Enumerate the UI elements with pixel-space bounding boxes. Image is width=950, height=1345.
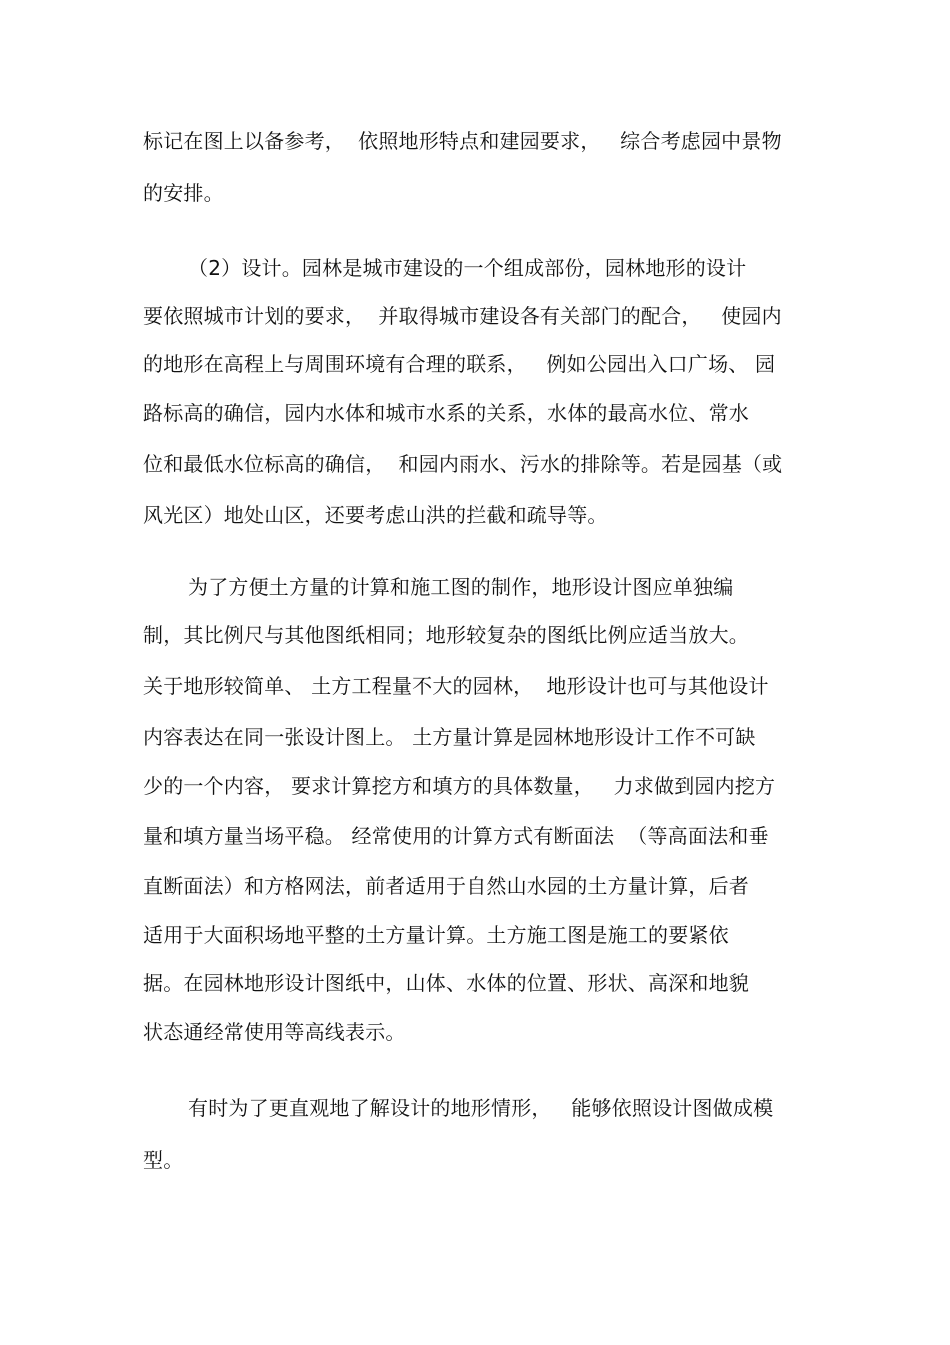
text-line: 直断面法）和方格网法，前者适用于自然山水园的土方量计算，后者 [143,874,749,898]
text-line: 内容表达在同一张设计图上。 土方量计算是园林地形设计工作不可缺 [143,725,756,749]
text-line: 的安排。 [143,181,224,205]
text-line: 制，其比例尺与其他图纸相同；地形较复杂的图纸比例应适当放大。 [143,623,749,647]
text-line: 适用于大面积场地平整的土方量计算。土方施工图是施工的要紧依 [143,923,729,947]
text-line: 标记在图上以备参考， 依照地形特点和建园要求， 综合考虑园中景物 [143,129,782,153]
text-line: 的地形在高程上与周围环境有合理的联系， 例如公园出入口广场、 园 [143,352,776,376]
text-line: 为了方便土方量的计算和施工图的制作，地形设计图应单独编 [188,575,734,599]
text-line: 少的一个内容， 要求计算挖方和填方的具体数量， 力求做到园内挖方 [143,774,776,798]
text-line: 有时为了更直观地了解设计的地形情形， 能够依照设计图做成模 [188,1096,774,1120]
text-line: 量和填方量当场平稳。 经常使用的计算方式有断面法 （等高面法和垂 [143,824,769,848]
text-line: 风光区）地处山区，还要考虑山洪的拦截和疏导等。 [143,503,608,527]
text-line: 要依照城市计划的要求， 并取得城市建设各有关部门的配合， 使园内 [143,304,782,328]
text-line: 关于地形较简单、 土方工程量不大的园林， 地形设计也可与其他设计 [143,674,769,698]
text-line: 位和最低水位标高的确信， 和园内雨水、污水的排除等。若是园基（或 [143,452,783,476]
text-line: （2）设计。园林是城市建设的一个组成部份，园林地形的设计 [188,256,747,280]
text-line: 据。在园林地形设计图纸中，山体、水体的位置、形状、高深和地貌 [143,971,749,995]
text-line: 状态通经常使用等高线表示。 [143,1020,406,1044]
text-line: 型。 [143,1148,184,1172]
text-line: 路标高的确信，园内水体和城市水系的关系，水体的最高水位、常水 [143,401,749,425]
